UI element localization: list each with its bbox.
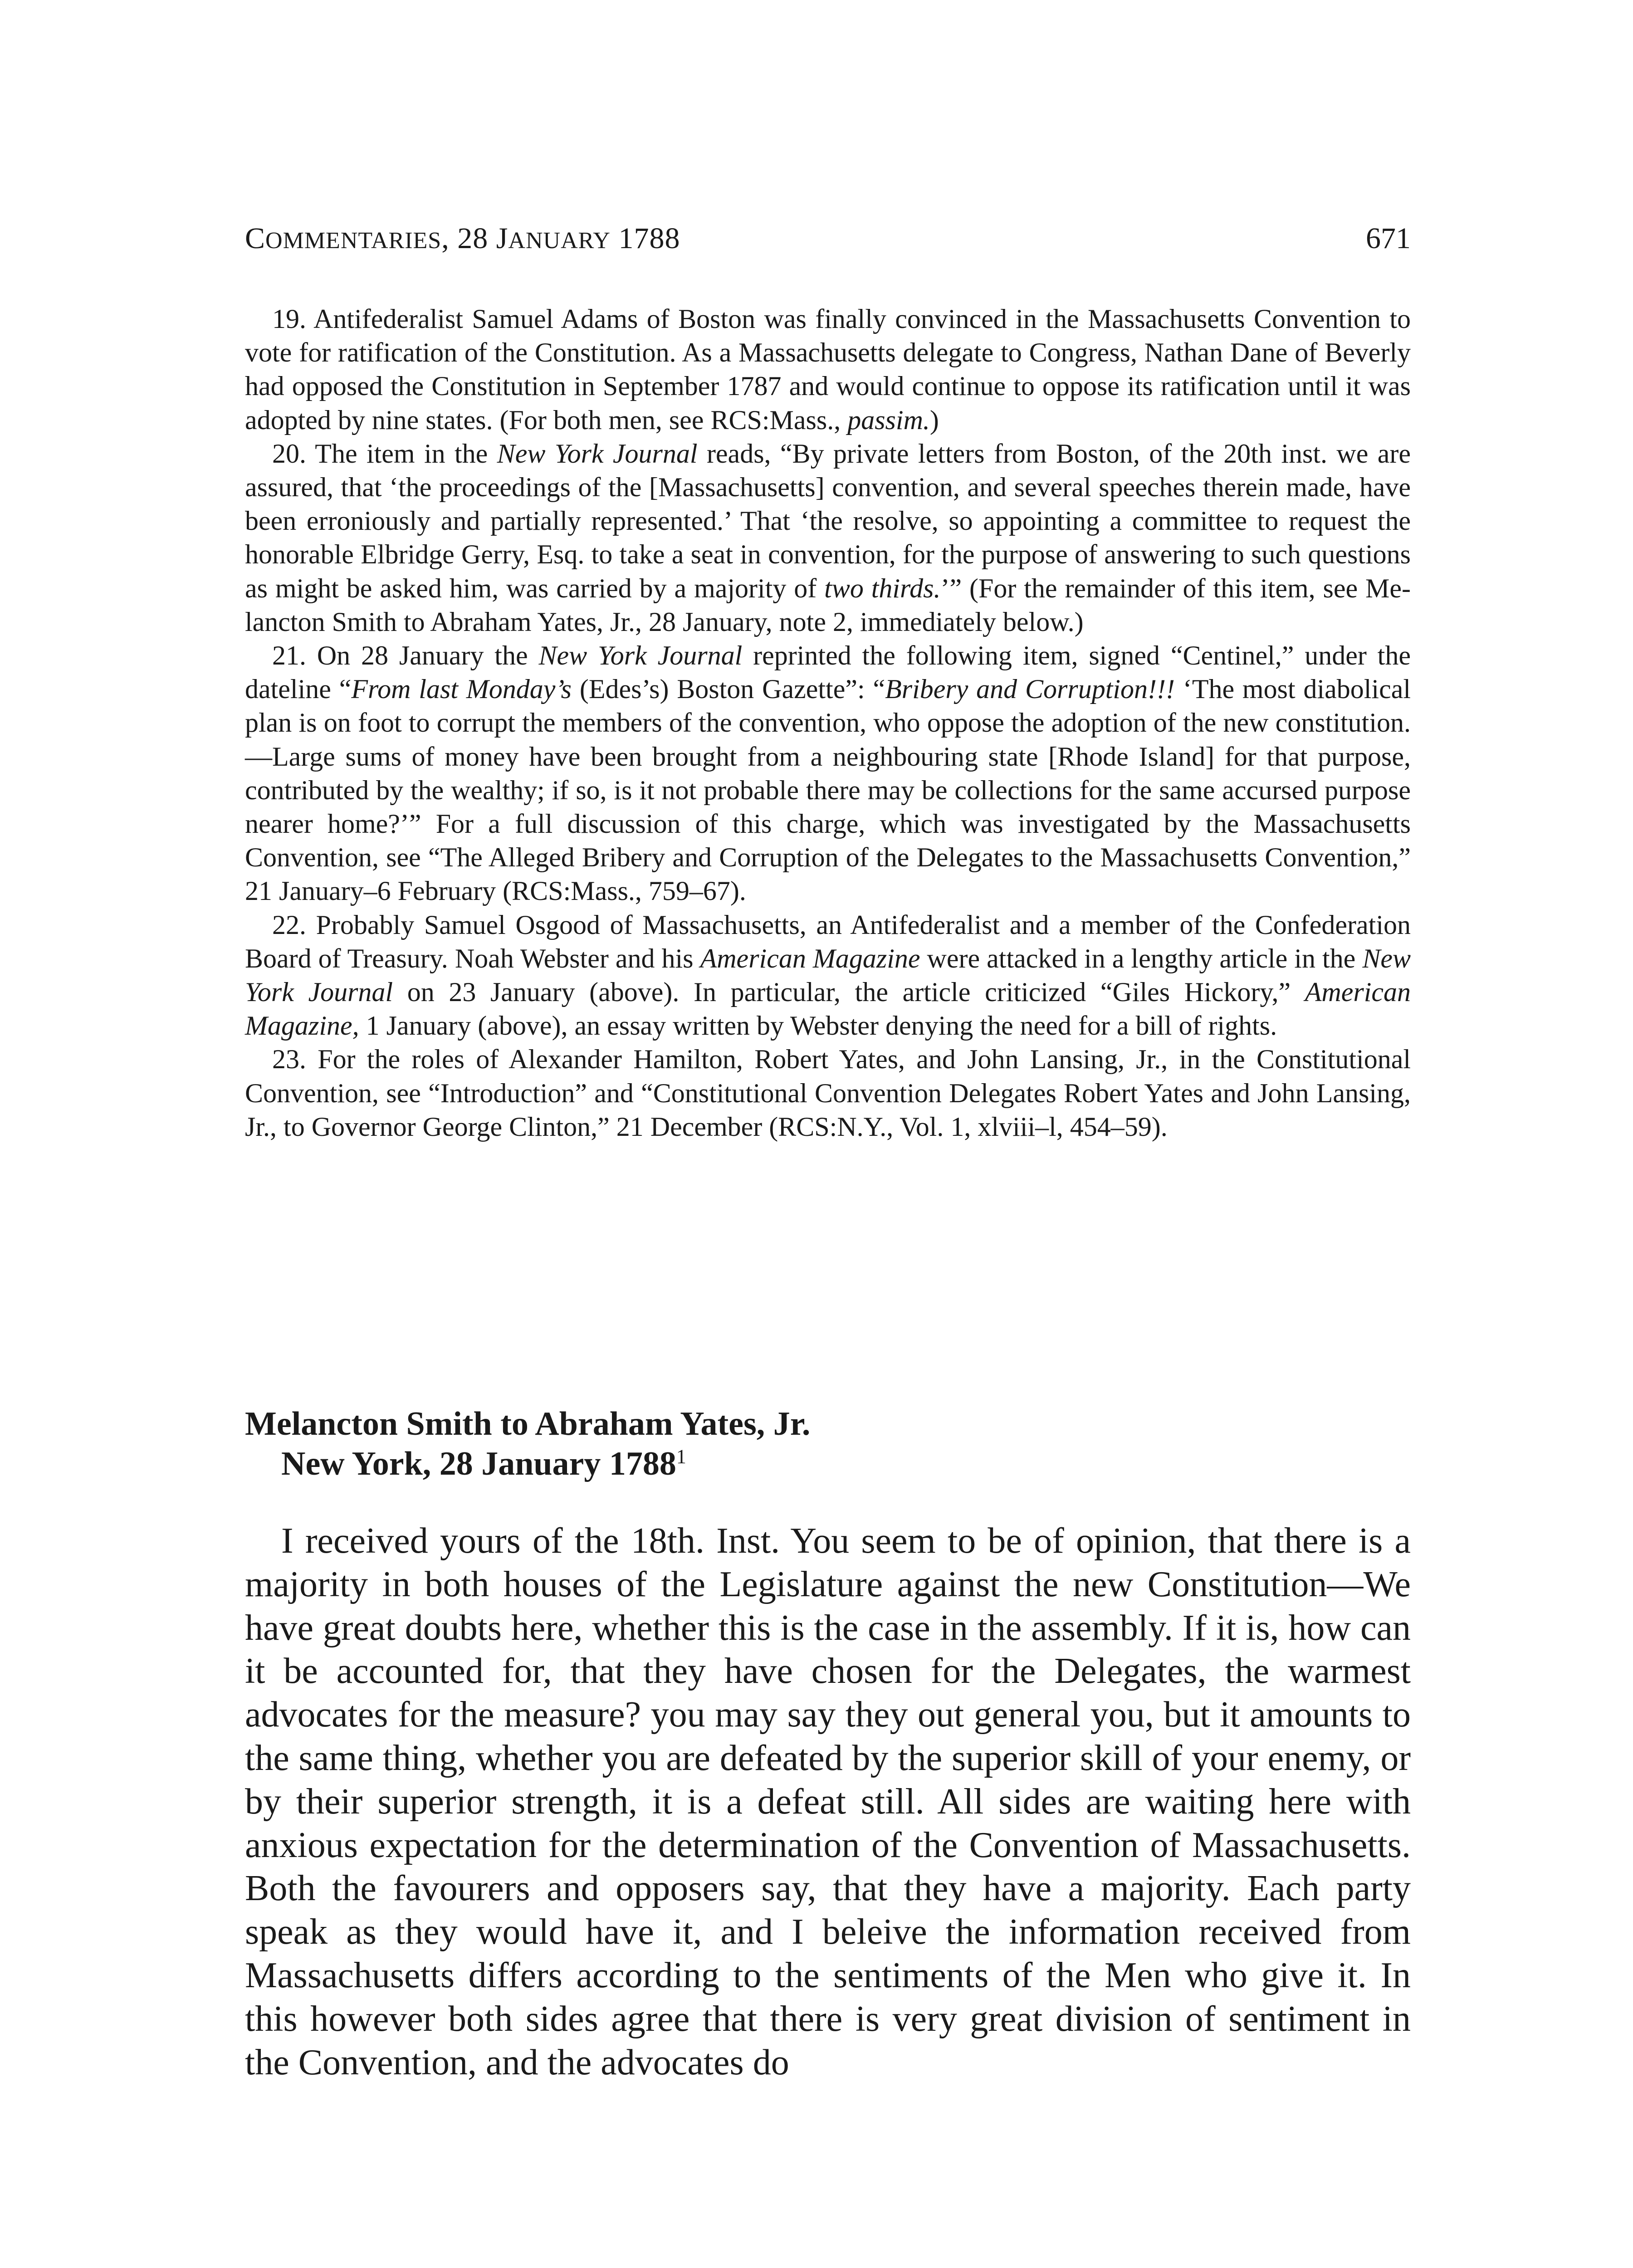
note-20-text-c: ’” (For the remainder of this item, see Melancton Smith to Abraham Yates, Jr., 28 January, note 2, immediately below.) xyxy=(245,573,1411,637)
note-19 xyxy=(245,302,1411,437)
running-title-initial-c: C xyxy=(245,222,266,255)
note-22-italic-2: New York Journal xyxy=(245,943,1411,1007)
page-number: 671 xyxy=(1366,222,1411,255)
note-23-text: 23. For the roles of Alexander Hamilton, Robert Yates, and John Lansing, Jr., in the Constitutional Convention, see “Introduction” and “Constitutional Convention Delegates Robert Yates and John Lansing, Jr., to Governor George Clinton,” 21 December (RCS:N.Y., Vol. 1, xlviii–l, 454–59). xyxy=(245,1044,1411,1142)
running-title-smallcaps-1: OMMENTARIES xyxy=(265,228,442,254)
note-23 xyxy=(245,1042,1411,1144)
note-19-end: ) xyxy=(929,405,939,435)
note-22 xyxy=(245,908,1411,1043)
document-heading-place-date: New York, 28 January 1788 xyxy=(281,1445,676,1482)
note-20-text-b: reads, “By private letters from Boston, of the 20th inst. we are assured, that ‘the proceedings of the [Massachusetts] convention, and several speeches therein made, have been erroniously and partially represented.’ That ‘the resolve, so appointing a committee to request the honorable Elbridge Gerry, Esq. to take a seat in convention, for the purpose of answering to such questions as might be asked him, was carried by a majority of xyxy=(245,438,1411,603)
note-22-text-d: 1 January (above), an essay written by Webster denying the need for a bill of rights. xyxy=(359,1011,1277,1041)
note-22-italic-1: American Magazine xyxy=(700,943,920,973)
note-21-text-a: 21. On 28 January the xyxy=(272,640,539,671)
letter-body: I received yours of the 18th. Inst. You seem to be of opinion, that there is a majority in both houses of the Legislature against the new Constitution—We have great doubts here, whether this is the case in the assembly. If it is, how can it be accounted for, that they have chosen for the Delegates, the warmest advocates for the measure? you may say they out general you, but it amounts to the same thing, whether you are defeated by the superior skill of your enemy, or by their superior strength, it is a defeat still. All sides are waiting here with anxious expectation for the determination of the Convention of Massachusetts. Both the favourers and opposers say, that they have a majority. Each party speak as they would have it, and I beleive the information received from Massachusetts differs according to the sentiments of the Men who give it. In this however both sides agree that there is very great division of sentiment in the Convention, and the advocates do xyxy=(245,1521,1411,2082)
note-20-italic-2: two thirds. xyxy=(824,573,941,603)
note-21-text-d: ‘The most diabolical plan is on foot to corrupt the members of the convention, who oppose the adoption of the new constitution.—Large sums of money have been brought from a neighbouring state [Rhode Island] for that purpose, contributed by the wealthy; if so, is it not probable there may be collections for the same accursed purpose nearer home?’” For a full discussion of this charge, which was investigated by the Massachusetts Convention, see “The Alleged Bribery and Corruption of the Delegates to the Massachusetts Convention,” 21 January–6 February (RCS:Mass., 759–67). xyxy=(245,674,1411,906)
note-22-text-b: were attacked in a lengthy article in the xyxy=(920,943,1363,973)
running-title-date: , 28 xyxy=(441,222,496,255)
running-title-initial-j: J xyxy=(496,222,508,255)
note-19-text: 19. Antifederalist Samuel Adams of Boston was finally convinced in the Massachusetts Convention to vote for ratification of the Constitution. As a Massachusetts delegate to Congress, Nathan Dane of Beverly had opposed the Constitution in September 1787 and would continue to oppose its ratification until it was adopted by nine states. (For both men, see RCS:Mass., xyxy=(245,304,1411,435)
note-20-italic-1: New York Journal xyxy=(497,438,698,469)
note-21-italic-1: New York Journal xyxy=(538,640,743,671)
document-heading xyxy=(245,1404,1411,1484)
running-title xyxy=(245,221,680,256)
note-19-italic: passim. xyxy=(847,405,930,435)
endnotes xyxy=(245,302,1411,1144)
document-heading-title: Melancton Smith to Abraham Yates, Jr. xyxy=(245,1405,811,1442)
document-heading-dateline xyxy=(245,1444,1411,1484)
note-22-italic-3: American Magazine, xyxy=(245,977,1411,1041)
running-head xyxy=(245,221,1411,258)
note-22-text-c: on 23 January (above). In particular, the article criticized “Giles Hickory,” xyxy=(393,977,1305,1007)
note-22-text-a: 22. Probably Samuel Osgood of Massachusetts, an Antifederalist and a member of the Confederation Board of Treasury. Noah Webster and his xyxy=(245,909,1411,973)
note-21-italic-2: From last Monday’s xyxy=(351,674,572,704)
note-20-text-a: 20. The item in the xyxy=(272,438,497,469)
running-title-year: 1788 xyxy=(610,222,680,255)
note-21-text-c: (Edes’s) Boston Gazette”: “ xyxy=(572,674,885,704)
note-21-italic-3: Bribery and Corruption!!! xyxy=(885,674,1175,704)
note-21 xyxy=(245,639,1411,908)
document-heading-note-ref: 1 xyxy=(676,1445,686,1468)
running-title-smallcaps-2: ANUARY xyxy=(508,228,611,254)
note-21-text-b: reprinted the following item, signed “Centinel,” under the dateline “ xyxy=(245,640,1411,704)
note-20 xyxy=(245,437,1411,639)
